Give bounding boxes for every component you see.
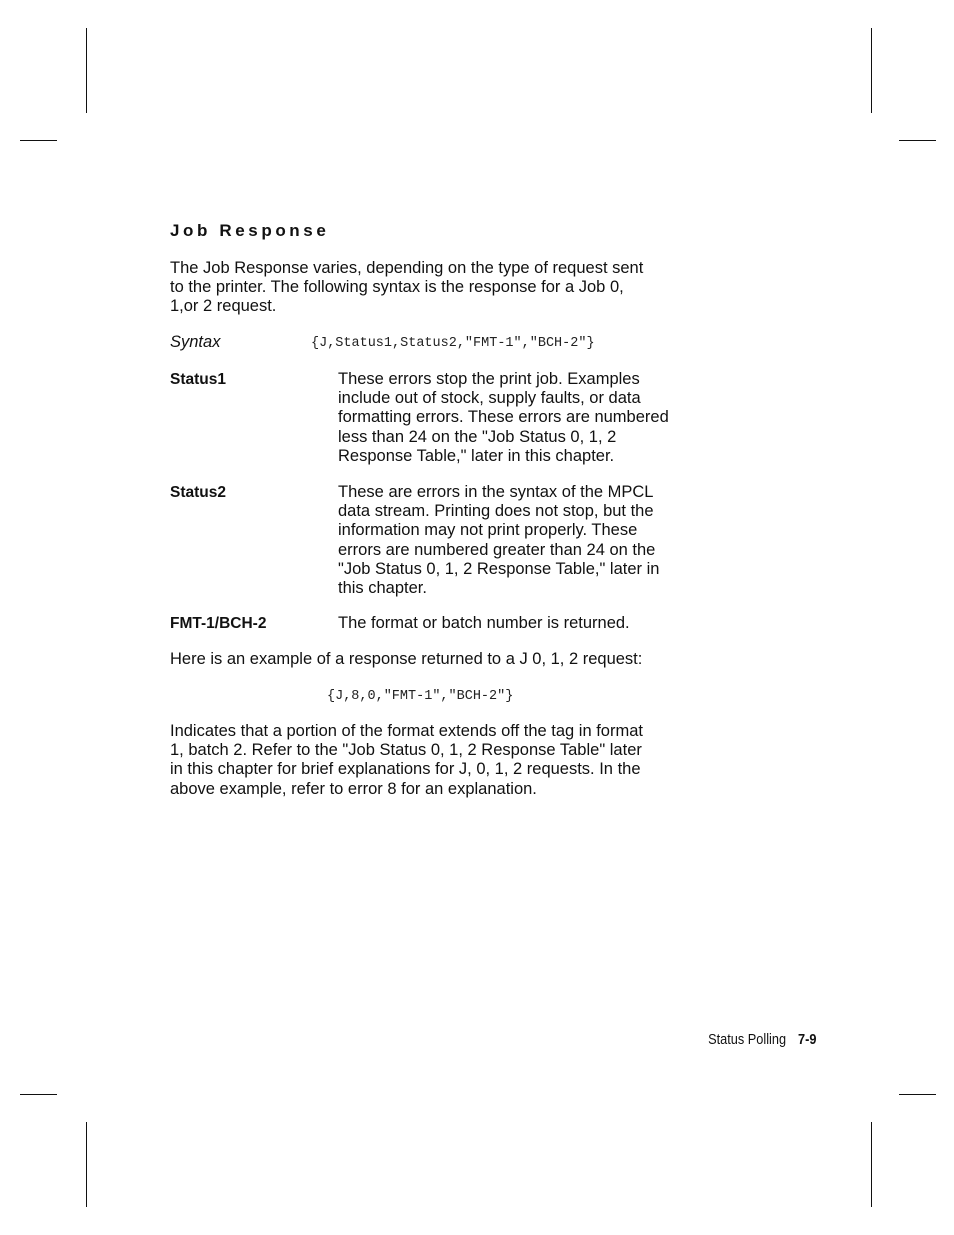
example-explanation: Indicates that a portion of the format extends off the tag in format 1, batch 2. Refer to the "Job Status 0, 1, 2 Response Table" later in this chapter for brief explanations for J, 0, 1, 2 requests. In the above example, refer to error 8 for an explanation.: [170, 722, 643, 798]
crop-mark-top-left-horizontal: [20, 140, 57, 141]
crop-mark-top-left-vertical: [86, 28, 87, 113]
term-status1: Status1: [170, 371, 226, 388]
crop-mark-bottom-left-horizontal: [20, 1094, 57, 1095]
intro-paragraph: The Job Response varies, depending on the type of request sent to the printer. The following syntax is the response for a Job 0, 1,or 2 request.: [170, 259, 644, 316]
syntax-label: Syntax: [170, 333, 221, 351]
footer-page-number: 7-9: [797, 1031, 816, 1048]
crop-mark-top-right-horizontal: [899, 140, 936, 141]
page-footer: [708, 1031, 816, 1048]
crop-mark-top-right-vertical: [871, 28, 872, 113]
section-heading: Job Response: [170, 221, 330, 240]
description-fmt-bch: The format or batch number is returned.: [338, 614, 630, 632]
term-fmt-bch: FMT-1/BCH-2: [170, 615, 267, 632]
term-status2: Status2: [170, 484, 226, 501]
crop-mark-bottom-right-horizontal: [899, 1094, 936, 1095]
syntax-code: {J,Status1,Status2,"FMT-1","BCH-2"}: [311, 336, 595, 351]
footer-chapter-title: Status Polling: [707, 1031, 786, 1048]
description-status2: These are errors in the syntax of the MPCL data stream. Printing does not stop, but the information may not print properly. These errors are numbered greater than 24 on the "Job Status 0, 1, 2 Response Table," later in this chapter.: [338, 483, 660, 598]
example-code: {J,8,0,"FMT-1","BCH-2"}: [327, 689, 514, 704]
crop-mark-bottom-right-vertical: [871, 1122, 872, 1207]
crop-mark-bottom-left-vertical: [86, 1122, 87, 1207]
example-intro: Here is an example of a response returned to a J 0, 1, 2 request:: [170, 650, 643, 668]
description-status1: These errors stop the print job. Examples include out of stock, supply faults, or data formatting errors. These errors are numbered less than 24 on the "Job Status 0, 1, 2 Response Table," later in this chapter.: [338, 370, 669, 465]
